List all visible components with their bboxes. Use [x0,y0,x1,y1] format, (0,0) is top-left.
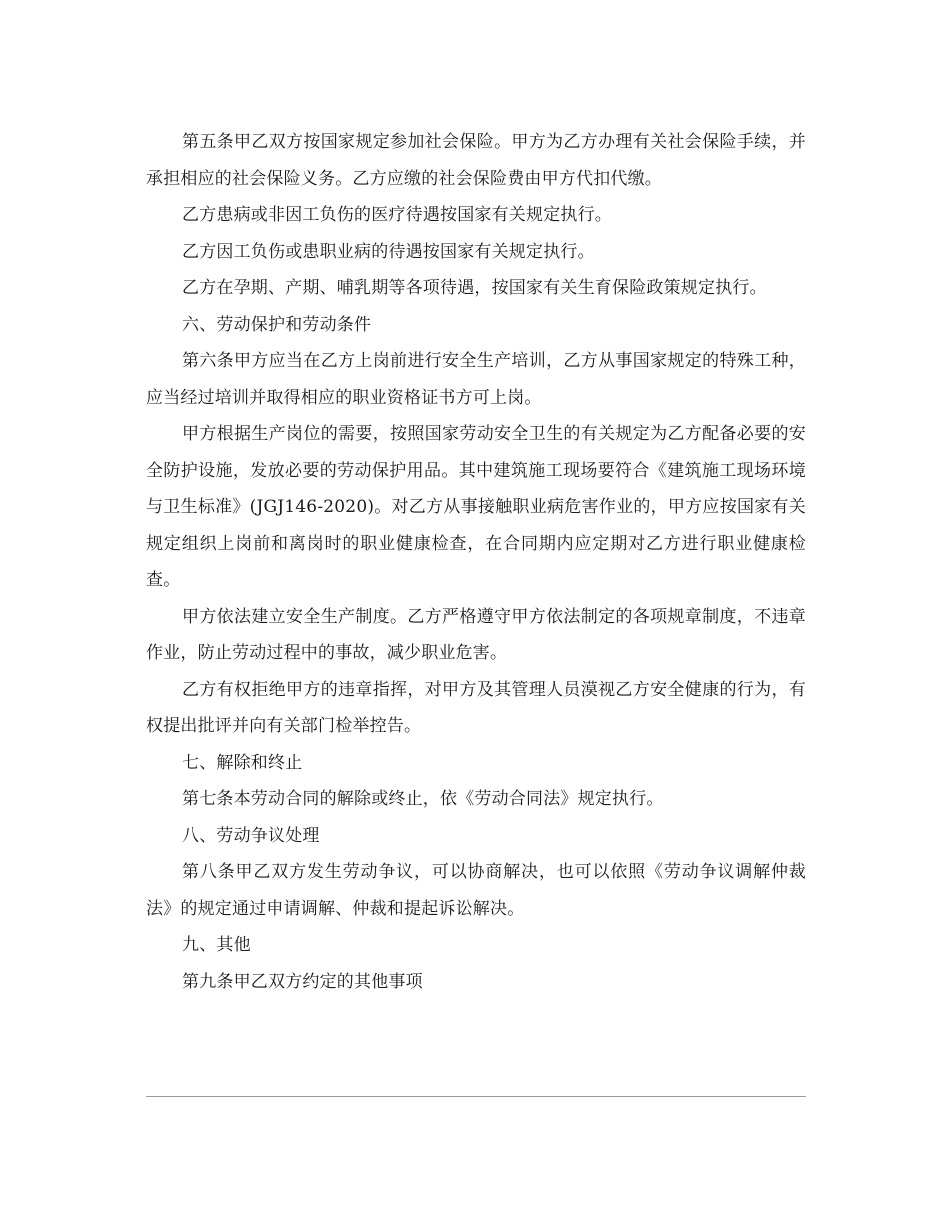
paragraph-work-injury: 乙方因工负伤或患职业病的待遇按国家有关规定执行。 [182,241,595,262]
paragraph-safety-equipment: 甲方根据生产岗位的需要，按照国家劳动安全卫生的有关规定为乙方配备必要的安全防护设施，发放必要的劳动保护用品。其中建筑施工现场要符合《建筑施工现场环境与卫生标准》(JGJ146-2020)。对乙方从事接触职业病危害作业的，甲方应按国家有关规定组织上岗前和离岗时的职业健康检查，在合同期内应定期对乙方进行职业健康检查。 [146,424,806,590]
paragraph-safety-system: 甲方依法建立安全生产制度。乙方严格遵守甲方依法制定的各项规章制度，不违章作业，防止劳动过程中的事故，减少职业危害。 [146,606,806,663]
paragraph-article-8: 第八条甲乙双方发生劳动争议，可以协商解决，也可以依照《劳动争议调解仲裁法》的规定通过申请调解、仲裁和提起诉讼解决。 [146,862,806,919]
section-heading-9: 九、其他 [182,935,251,955]
paragraph-article-6: 第六条甲方应当在乙方上岗前进行安全生产培训，乙方从事国家规定的特殊工种，应当经过培训并取得相应的职业资格证书方可上岗。 [146,351,806,408]
section-heading-7: 七、解除和终止 [182,752,303,773]
paragraph-article-7: 第七条本劳动合同的解除或终止，依《劳动合同法》规定执行。 [182,789,664,809]
document-body [146,124,806,1000]
paragraph-illness-treatment: 乙方患病或非因工负伤的医疗待遇按国家有关规定执行。 [182,205,612,225]
footer-divider [146,1096,806,1097]
section-heading-6: 六、劳动保护和劳动条件 [182,314,372,335]
paragraph-right-to-refuse: 乙方有权拒绝甲方的违章指挥，对甲方及其管理人员漠视乙方安全健康的行为，有权提出批评并向有关部门检举控告。 [146,679,806,736]
paragraph-article-5: 第五条甲乙双方按国家规定参加社会保险。甲方为乙方办理有关社会保险手续，并承担相应的社会保险义务。乙方应缴的社会保险费由甲方代扣代缴。 [146,132,806,189]
paragraph-maternity: 乙方在孕期、产期、哺乳期等各项待遇，按国家有关生育保险政策规定执行。 [182,278,767,298]
section-heading-8: 八、劳动争议处理 [182,825,320,846]
paragraph-article-9: 第九条甲乙双方约定的其他事项 [182,971,423,992]
